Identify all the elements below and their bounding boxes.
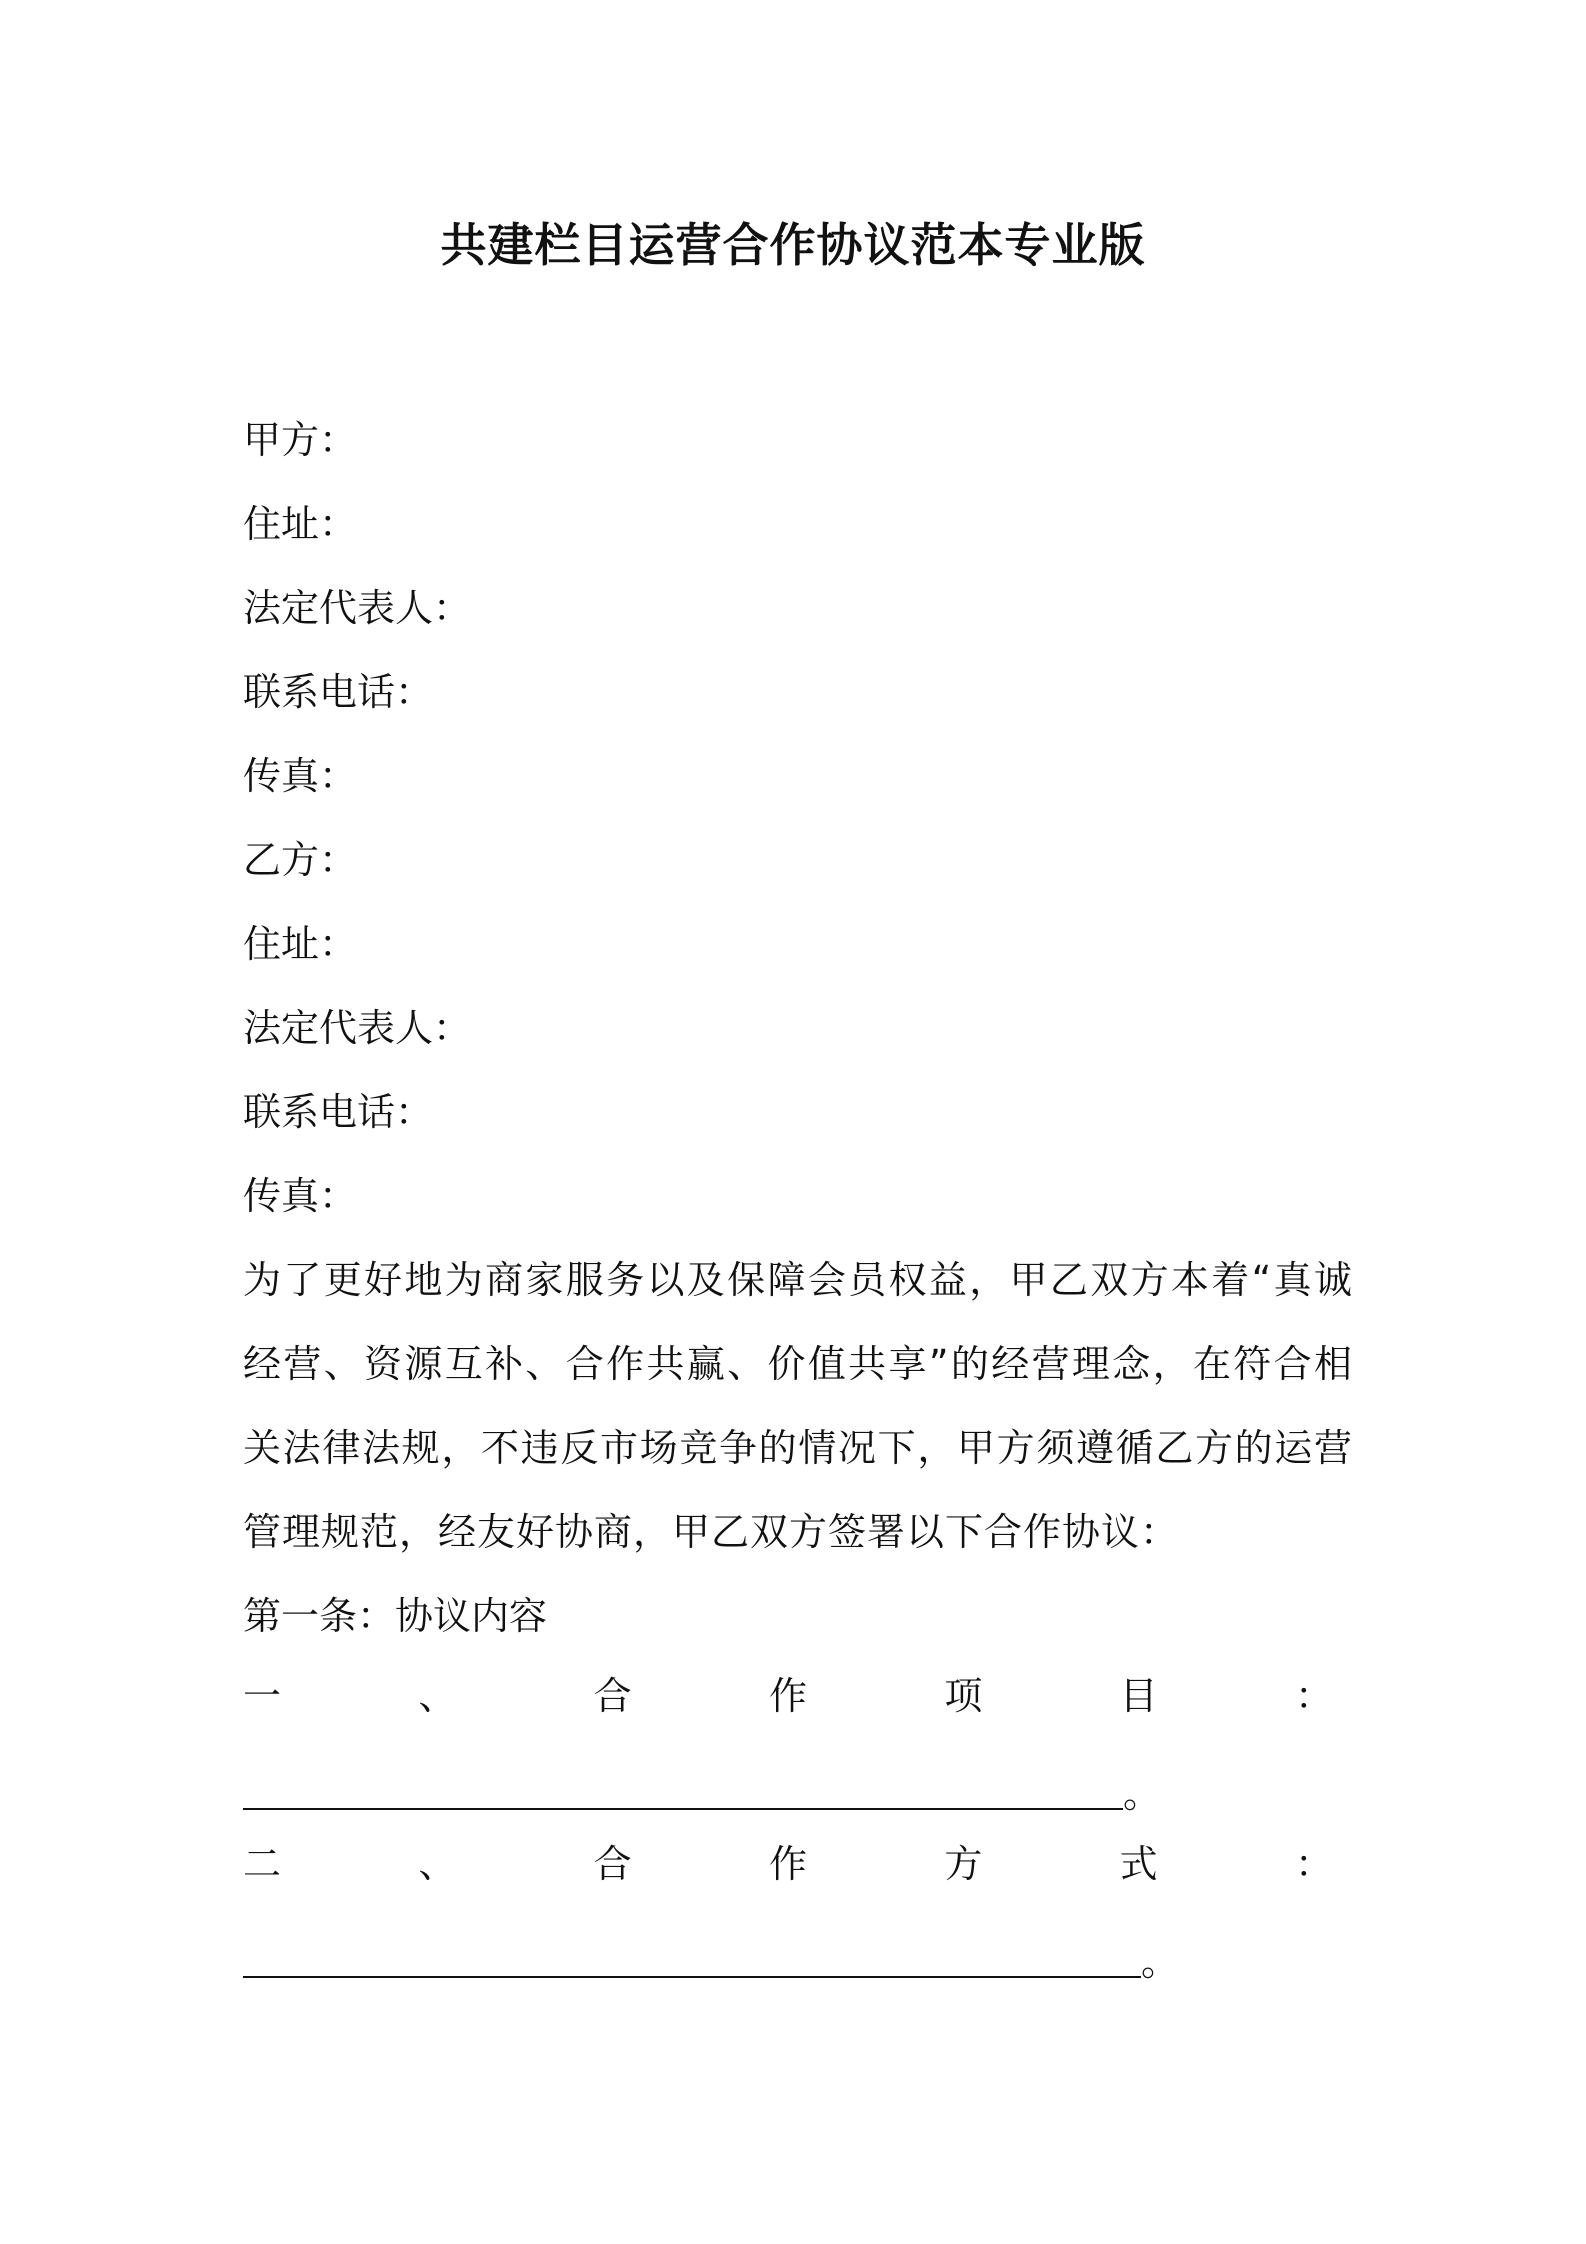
party-b-legal-rep: 法定代表人： [243, 1006, 472, 1050]
item-1-heading [243, 1650, 1333, 1734]
item-2-char: 式 [1119, 1841, 1158, 1886]
item-2-char: ： [1294, 1841, 1333, 1886]
intro-paragraph: 为了更好地为商家服务以及保障会员权益，甲乙双方本着“真诚经营、资源互补、合作共赢、价值共享”的经营理念，在符合相关法律法规，不违反市场竞争的情况下，甲方须遵循乙方的运营管理规范，经友好协商，甲乙双方签署以下合作协议： [243, 1258, 1353, 1554]
item-2-char: 合 [593, 1841, 632, 1886]
item-1-char: 目 [1119, 1673, 1158, 1718]
item-1-fill-line [243, 1808, 1123, 1810]
party-b-fax: 传真： [243, 1174, 358, 1218]
item-2-char: 、 [418, 1841, 457, 1886]
party-a-phone: 联系电话： [243, 670, 434, 714]
item-2-char: 方 [944, 1841, 983, 1886]
party-a-address: 住址： [243, 502, 358, 546]
item-1-char: 、 [418, 1673, 457, 1718]
party-info-block [243, 398, 1353, 1238]
party-b-phone: 联系电话： [243, 1090, 434, 1134]
item-2-fill-line [243, 1976, 1141, 1978]
item-2-char: 作 [768, 1841, 807, 1886]
party-a-fax: 传真： [243, 754, 358, 798]
item-1-period: 。 [1123, 1772, 1162, 1816]
item-2-char: 二 [243, 1841, 282, 1886]
item-1-char: 作 [768, 1673, 807, 1718]
item-1-char: 项 [944, 1673, 983, 1718]
item-2-blank [243, 1920, 1179, 2004]
article-1-heading: 第一条：协议内容 [243, 1594, 548, 1638]
item-1-char: 合 [593, 1673, 632, 1718]
party-b-label: 乙方： [243, 838, 358, 882]
party-a-label: 甲方： [243, 418, 358, 462]
item-1-char: ： [1294, 1673, 1333, 1718]
party-a-legal-rep: 法定代表人： [243, 586, 472, 630]
item-2-heading [243, 1818, 1333, 1902]
document-title: 共建栏目运营合作协议范本专业版 [440, 218, 1146, 272]
party-b-address: 住址： [243, 922, 358, 966]
item-2-period: 。 [1141, 1940, 1180, 1984]
item-1-char: 一 [243, 1673, 282, 1718]
